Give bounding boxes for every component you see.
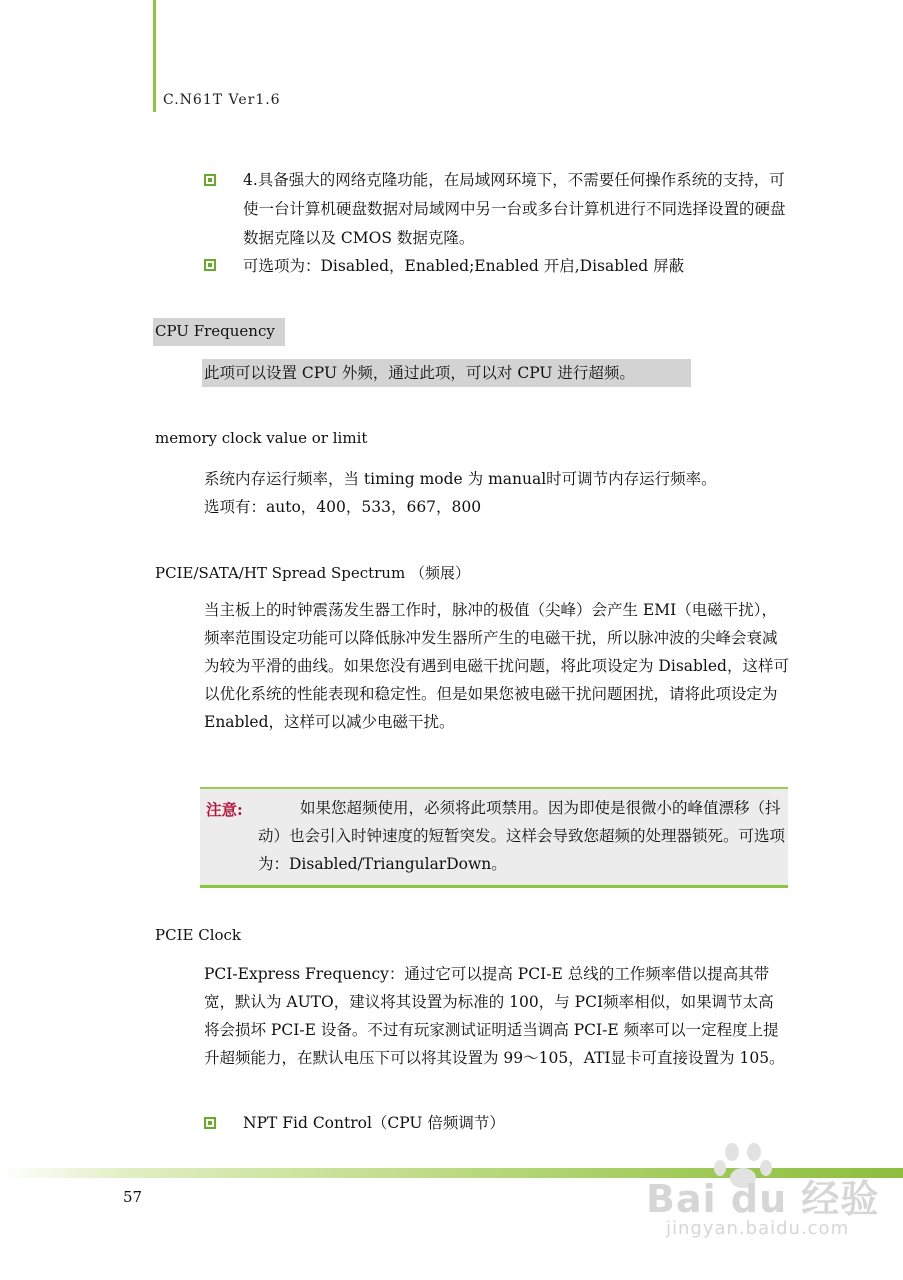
cpu-frequency-heading: CPU Frequency xyxy=(155,322,275,340)
memory-clock-line2: 选项有：auto，400，533，667，800 xyxy=(204,498,482,516)
margin-rule xyxy=(153,0,156,112)
clone-options-text: 可选项为：Disabled，Enabled;Enabled 开启,Disabled 屏蔽 xyxy=(243,257,685,275)
note-text: 如果您超频使用，必须将此项禁用。因为即使是很微小的峰值漂移（抖动）也会引入时钟速度的短暂突发。这样会导致您超频的处理器锁死。可选项为：Disabled/TriangularDown。 xyxy=(258,799,786,873)
pcie-clock-text: PCI-Express Frequency：通过它可以提高 PCI-E 总线的工作频率借以提高其带宽，默认为 AUTO，建议将其设置为标准的 100，与 PCI频率相似，如果调节太高将会损坏 PCI-E 设备。不过有玩家测试证明适当调高 PCI-E 频率可以一定程度上提升超频能力，在默认电压下可以将其设置为 99～105，ATI显卡可直接设置为 105。 xyxy=(204,965,785,1067)
memory-clock-heading: memory clock value or limit xyxy=(155,429,368,447)
clone-feature-text: 4.具备强大的网络克隆功能，在局域网环境下，不需要任何操作系统的支持，可使一台计算机硬盘数据对局域网中另一台或多台计算机进行不同选择设置的硬盘数据克隆以及 CMOS 数据克隆。 xyxy=(243,171,786,247)
bullet-icon xyxy=(204,1117,216,1129)
spread-spectrum-heading: PCIE/SATA/HT Spread Spectrum （频展） xyxy=(155,564,470,582)
page-number: 57 xyxy=(123,1188,143,1206)
bullet-icon xyxy=(204,174,216,186)
pcie-clock-heading: PCIE Clock xyxy=(155,926,242,944)
watermark-url: jingyan.baidu.com xyxy=(666,1218,850,1239)
watermark-brand: Bai du 经验 xyxy=(646,1177,880,1221)
cpu-frequency-text: 此项可以设置 CPU 外频，通过此项，可以对 CPU 进行超频。 xyxy=(204,364,635,382)
spread-spectrum-text: 当主板上的时钟震荡发生器工作时，脉冲的极值（尖峰）会产生 EMI（电磁干扰），频率范围设定功能可以降低脉冲发生器所产生的电磁干扰，所以脉冲波的尖峰会衰减为较为平滑的曲线。如果您没有遇到电磁干扰问题，将此项设定为 Disabled，这样可以优化系统的性能表现和稳定性。但是如果您被电磁干扰问题困扰，请将此项设定为 Enabled，这样可以减少电磁干扰。 xyxy=(204,601,789,731)
note-label: 注意: xyxy=(206,800,243,819)
npt-fid-control-text: NPT Fid Control（CPU 倍频调节） xyxy=(243,1114,505,1132)
version-header: C.N61T Ver1.6 xyxy=(163,92,281,108)
memory-clock-line1: 系统内存运行频率，当 timing mode 为 manual时可调节内存运行频率。 xyxy=(204,470,717,488)
note-box xyxy=(200,787,788,888)
bullet-icon xyxy=(204,259,216,271)
